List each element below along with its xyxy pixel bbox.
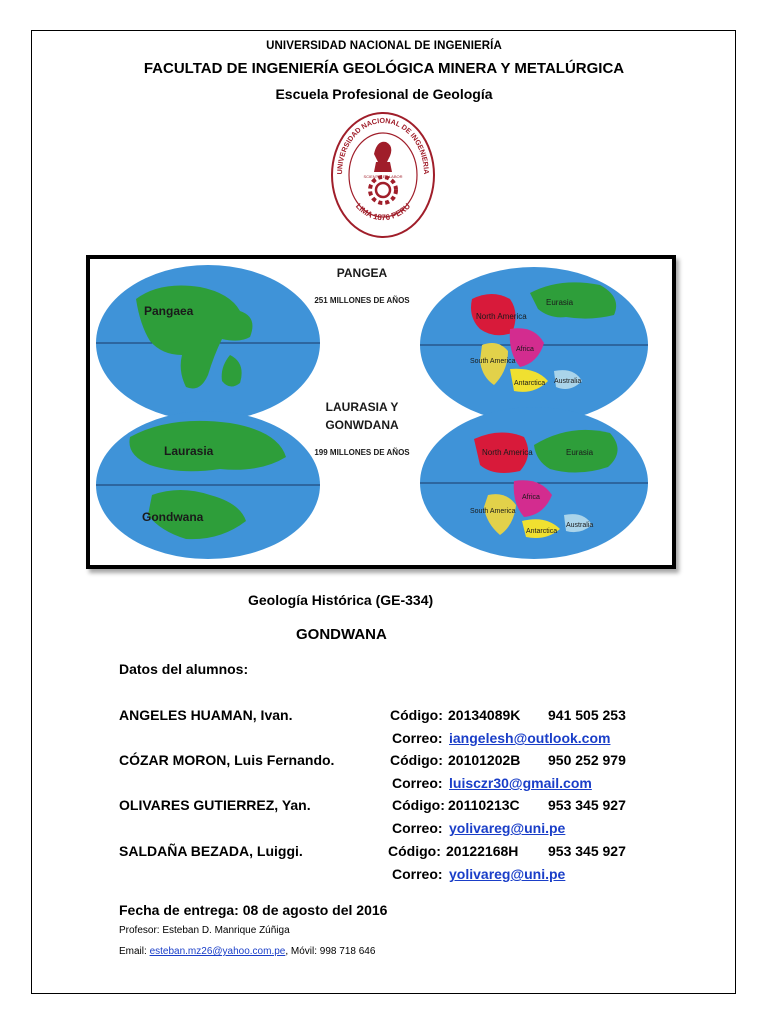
professor-name: Profesor: Esteban D. Manrique Zúñiga	[119, 925, 290, 936]
figure-title-gondwana: GONWDANA	[325, 418, 399, 432]
student-mail-label: Correo:	[392, 866, 443, 882]
label-antarctica-2: Antarctica	[526, 528, 558, 535]
topic-title: GONDWANA	[296, 626, 387, 643]
label-pangaea: Pangaea	[144, 304, 194, 318]
student-code: 20122168H	[446, 843, 519, 859]
student-mail-label: Correo:	[392, 775, 443, 791]
faculty-name: FACULTAD DE INGENIERÍA GEOLÓGICA MINERA Y METALÚRGICA	[143, 60, 625, 77]
student-code-label: Código:	[390, 707, 443, 723]
label-north-america-2: North America	[482, 448, 533, 457]
globe-pangaea-continents	[420, 267, 648, 423]
seal-bottom-text: LIMA 1876 PERU	[353, 201, 413, 223]
student-email-link[interactable]: yolivareg@uni.pe	[449, 820, 566, 836]
student-phone: 953 345 927	[548, 797, 626, 813]
mobile-number: , Móvil: 998 718 646	[285, 946, 376, 957]
label-laurasia: Laurasia	[164, 444, 214, 458]
student-code-label: Código:	[392, 797, 445, 813]
student-name: SALDAÑA BEZADA, Luiggi.	[119, 843, 303, 859]
student-email-link[interactable]: luisczr30@gmail.com	[449, 775, 592, 791]
label-gondwana: Gondwana	[142, 510, 204, 524]
label-eurasia-2: Eurasia	[566, 448, 594, 457]
course-name: Geología Histórica (GE-334)	[248, 592, 434, 608]
student-mail-label: Correo:	[392, 730, 443, 746]
label-south-america-2: South America	[470, 508, 516, 515]
globe-pangaea	[96, 265, 320, 421]
professor-contact	[119, 946, 375, 957]
student-mail-label: Correo:	[392, 820, 443, 836]
student-phone: 941 505 253	[548, 707, 626, 723]
students-heading: Datos del alumnos:	[119, 661, 249, 677]
seal-top-text: UNIVERSIDAD NACIONAL DE INGENIERIA	[334, 115, 432, 175]
globe-continents-199	[420, 407, 648, 559]
university-seal	[330, 110, 436, 240]
label-south-america-1: South America	[470, 358, 516, 365]
student-code: 20110213C	[448, 797, 520, 813]
student-name: ANGELES HUAMAN, Ivan.	[119, 707, 293, 723]
school-name: Escuela Profesional de Geología	[275, 86, 493, 102]
seal-motto: SCIENTIA ET LABOR	[363, 174, 403, 179]
globe-laurasia-gondwana	[96, 411, 320, 559]
student-name: CÓZAR MORON, Luis Fernando.	[119, 752, 335, 768]
university-name: UNIVERSIDAD NACIONAL DE INGENIERÍA	[266, 40, 502, 52]
professor-email-link[interactable]: esteban.mz26@yahoo.com.pe	[149, 946, 286, 957]
student-name: OLIVARES GUTIERREZ, Yan.	[119, 797, 311, 813]
label-africa-1: Africa	[516, 346, 534, 353]
student-code: 20101202B	[448, 752, 521, 768]
figure-title-pangea: PANGEA	[336, 266, 388, 280]
label-eurasia-1: Eurasia	[546, 298, 574, 307]
label-north-america-1: North America	[476, 312, 527, 321]
label-africa-2: Africa	[522, 494, 540, 501]
email-label: Email:	[119, 946, 150, 957]
label-antarctica-1: Antarctica	[514, 380, 546, 387]
student-code: 20134089K	[448, 707, 521, 723]
continental-drift-figure	[86, 255, 676, 569]
delivery-date: Fecha de entrega: 08 de agosto del 2016	[119, 902, 388, 918]
student-email-link[interactable]: yolivareg@uni.pe	[449, 866, 566, 882]
student-code-label: Código:	[388, 843, 441, 859]
student-code-label: Código:	[390, 752, 443, 768]
figure-title-laurasia: LAURASIA Y	[325, 400, 399, 414]
label-australia-1: Australia	[554, 378, 582, 385]
figure-subtitle-251: 251 MILLONES DE AÑOS	[314, 296, 410, 305]
student-email-link[interactable]: iangelesh@outlook.com	[449, 730, 611, 746]
student-phone: 953 345 927	[548, 843, 626, 859]
figure-subtitle-199: 199 MILLONES DE AÑOS	[314, 448, 410, 457]
student-phone: 950 252 979	[548, 752, 626, 768]
label-australia-2: Australia	[566, 522, 594, 529]
